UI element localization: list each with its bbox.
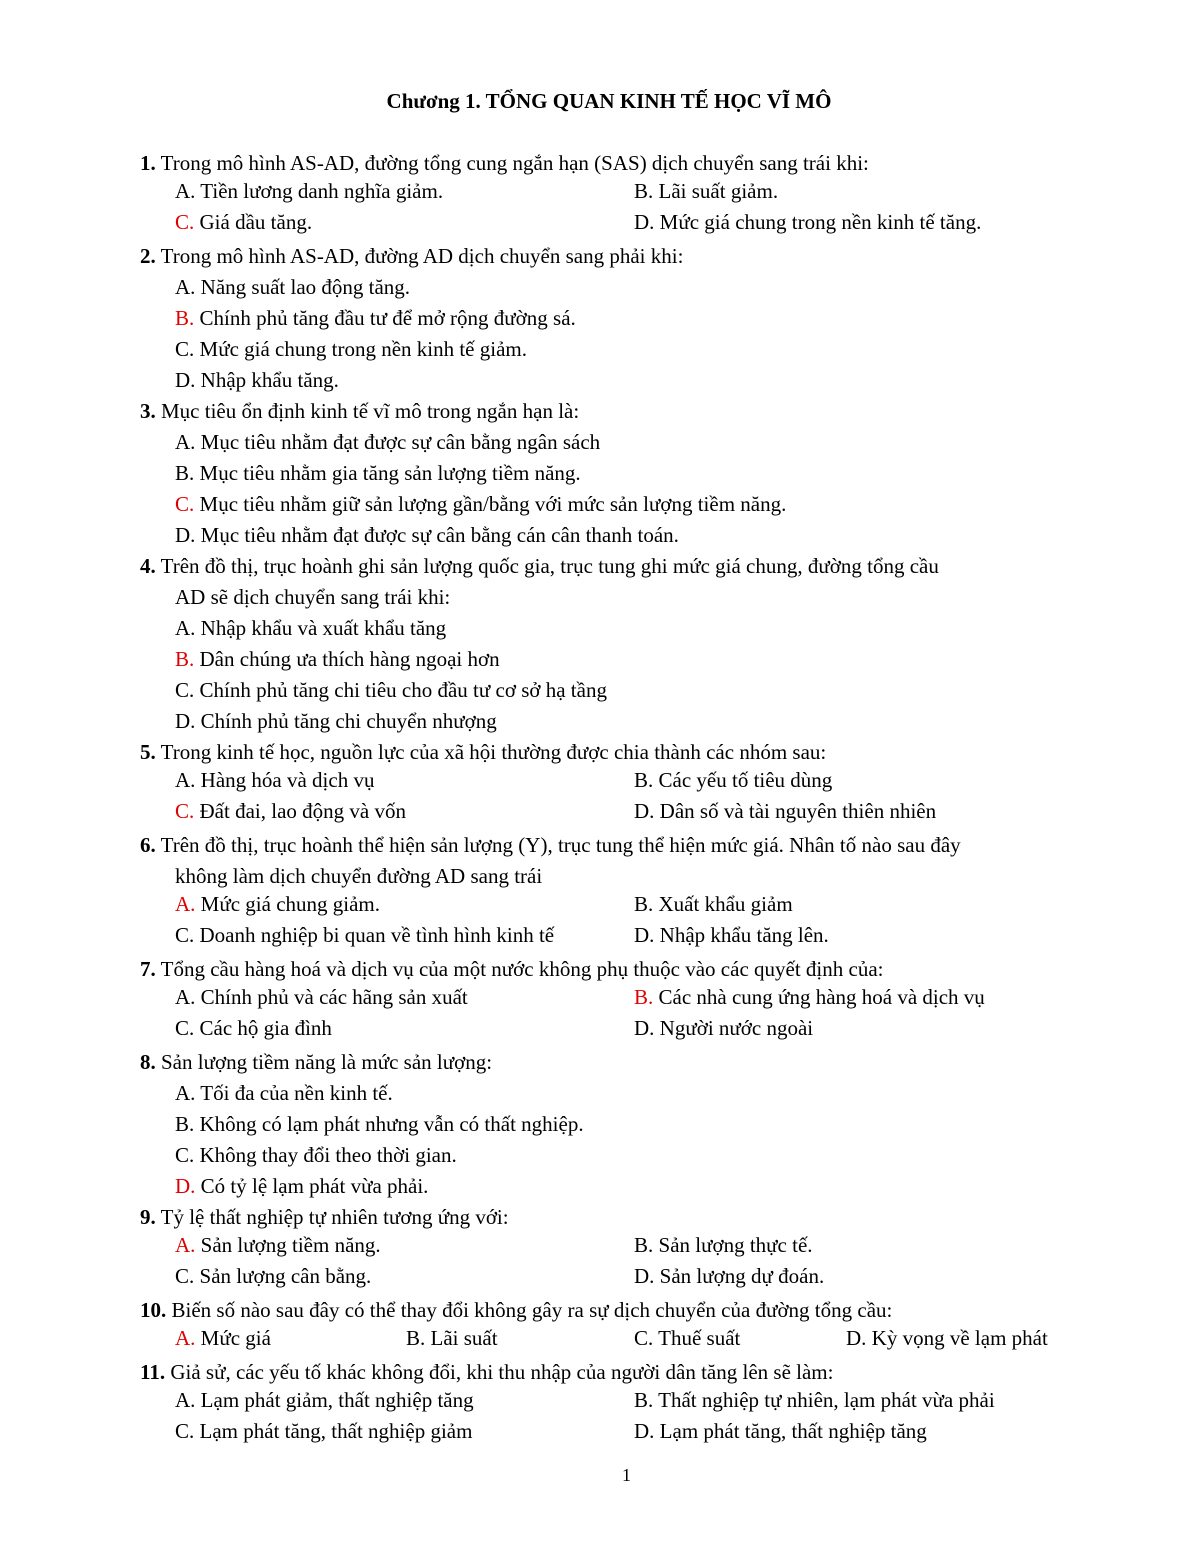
- answer-option: [634, 799, 936, 824]
- answer-text: Tiền lương danh nghĩa giảm.: [200, 179, 444, 203]
- question-stem: [140, 396, 1100, 427]
- answer-option: [634, 1388, 995, 1413]
- answer-row: [140, 613, 1100, 644]
- answer-row: [140, 644, 1100, 675]
- answer-text: Lãi suất: [430, 1326, 498, 1350]
- answer-letter: C.: [175, 1419, 195, 1443]
- answer-row: [140, 272, 1100, 303]
- answer-option: [175, 799, 406, 824]
- answer-letter: D.: [634, 1264, 655, 1288]
- question-stem: [140, 551, 1100, 582]
- question-number: 6.: [140, 833, 156, 857]
- answer-option: [175, 1326, 271, 1351]
- answer-option: [175, 458, 581, 489]
- question-text-continued: không làm dịch chuyển đường AD sang trái: [175, 864, 543, 888]
- answer-row: [140, 892, 1100, 923]
- answer-row: [140, 1140, 1100, 1171]
- answer-option: [175, 1140, 457, 1171]
- question-text: Mục tiêu ổn định kinh tế vĩ mô trong ngắn hạn là:: [161, 399, 580, 423]
- question-number: 9.: [140, 1205, 156, 1229]
- answer-option: [634, 923, 829, 948]
- answer-row: [140, 675, 1100, 706]
- question-text: Giả sử, các yếu tố khác không đổi, khi thu nhập của người dân tăng lên sẽ làm:: [170, 1360, 834, 1384]
- question-number: 3.: [140, 399, 156, 423]
- answer-text: Nhập khẩu tăng lên.: [659, 923, 829, 947]
- answer-option: [175, 520, 679, 551]
- answer-option: [175, 768, 374, 793]
- correct-answer-letter: C.: [175, 492, 195, 516]
- answer-text: Giá dầu tăng.: [199, 210, 313, 234]
- answer-text: Mức giá chung trong nền kinh tế giảm.: [199, 337, 527, 361]
- answer-text: Mức giá chung trong nền kinh tế tăng.: [659, 210, 982, 234]
- answer-row: [140, 334, 1100, 365]
- answer-letter: D.: [846, 1326, 867, 1350]
- answer-text: Tối đa của nền kinh tế.: [200, 1081, 393, 1105]
- answer-option: [634, 985, 985, 1010]
- correct-answer-letter: A.: [175, 1326, 196, 1350]
- answer-text: Kỳ vọng về lạm phát: [871, 1326, 1048, 1350]
- answer-option: [175, 1388, 474, 1413]
- question-number: 2.: [140, 244, 156, 268]
- answer-text: Lạm phát giảm, thất nghiệp tăng: [200, 1388, 474, 1412]
- question-number: 11.: [140, 1360, 166, 1384]
- answer-option: [175, 1016, 332, 1041]
- answer-row: [140, 1016, 1100, 1047]
- page-number: 1: [622, 1465, 631, 1485]
- answer-text: Các nhà cung ứng hàng hoá và dịch vụ: [658, 985, 985, 1009]
- answer-letter: C.: [175, 678, 195, 702]
- answer-row: [140, 1078, 1100, 1109]
- answer-letter: A.: [175, 275, 196, 299]
- answer-option: [175, 303, 576, 334]
- answer-letter: C.: [175, 1143, 195, 1167]
- answer-option: [175, 1233, 381, 1258]
- question-stem: [140, 1295, 1100, 1326]
- answer-row: [140, 1264, 1100, 1295]
- correct-answer-letter: A.: [175, 892, 196, 916]
- answer-letter: C.: [175, 1016, 195, 1040]
- answer-option: [846, 1326, 1048, 1351]
- answer-letter: A.: [175, 616, 196, 640]
- question-number: 4.: [140, 554, 156, 578]
- question-stem: [140, 1357, 1100, 1388]
- answer-letter: D.: [634, 923, 655, 947]
- answer-text: Mục tiêu nhằm đạt được sự cân bằng cán cân thanh toán.: [200, 523, 679, 547]
- answer-letter: A.: [175, 985, 196, 1009]
- answer-option: [634, 179, 778, 204]
- answer-option: [175, 427, 600, 458]
- answer-text: Dân số và tài nguyên thiên nhiên: [659, 799, 937, 823]
- answer-letter: C.: [175, 923, 195, 947]
- answer-option: [175, 365, 339, 396]
- answer-option: [634, 1326, 740, 1351]
- answer-letter: B.: [175, 461, 195, 485]
- answer-row: [140, 427, 1100, 458]
- answer-row: [140, 520, 1100, 551]
- answer-text: Mục tiêu nhằm gia tăng sản lượng tiềm năng.: [199, 461, 581, 485]
- answer-option: [175, 1109, 584, 1140]
- answer-letter: B.: [634, 1388, 654, 1412]
- answer-option: [175, 613, 446, 644]
- answer-text: Sản lượng thực tế.: [658, 1233, 813, 1257]
- answer-text: Hàng hóa và dịch vụ: [200, 768, 375, 792]
- correct-answer-letter: C.: [175, 799, 195, 823]
- question-text: Trên đồ thị, trục hoành thể hiện sản lượng (Y), trục tung thể hiện mức giá. Nhân tố nào sau đây: [160, 833, 961, 857]
- answer-option: [634, 768, 832, 793]
- answer-option: [175, 1171, 428, 1202]
- answer-text: Mức giá chung giảm.: [200, 892, 381, 916]
- answer-row: [140, 489, 1100, 520]
- correct-answer-letter: C.: [175, 210, 195, 234]
- answer-row: [140, 210, 1100, 241]
- answer-letter: D.: [634, 1419, 655, 1443]
- question-text: Tổng cầu hàng hoá và dịch vụ của một nước không phụ thuộc vào các quyết định của:: [160, 957, 884, 981]
- answer-option: [634, 1264, 824, 1289]
- question-stem: [140, 737, 1100, 768]
- answer-row: [140, 923, 1100, 954]
- answer-option: [175, 675, 607, 706]
- answer-text: Chính phủ tăng đầu tư để mở rộng đường sá.: [199, 306, 576, 330]
- answer-text: Các hộ gia đình: [199, 1016, 332, 1040]
- answer-row: [140, 1419, 1100, 1450]
- answer-row: [140, 1109, 1100, 1140]
- answer-text: Lạm phát tăng, thất nghiệp tăng: [659, 1419, 927, 1443]
- answer-letter: B.: [634, 768, 654, 792]
- answer-letter: B.: [634, 179, 654, 203]
- answer-option: [175, 179, 443, 204]
- question-list: [140, 148, 1100, 1450]
- answer-letter: D.: [175, 368, 196, 392]
- answer-text: Mục tiêu nhằm đạt được sự cân bằng ngân sách: [200, 430, 601, 454]
- question-number: 5.: [140, 740, 156, 764]
- answer-option: [634, 1419, 927, 1444]
- answer-row: [140, 1326, 1100, 1357]
- answer-option: [634, 1233, 813, 1258]
- question-stem: [140, 954, 1100, 985]
- question-text-continued: AD sẽ dịch chuyển sang trái khi:: [175, 585, 451, 609]
- question-stem: [140, 830, 1100, 861]
- answer-text: Thất nghiệp tự nhiên, lạm phát vừa phải: [658, 1388, 995, 1412]
- answer-text: Chính phủ tăng chi chuyển nhượng: [200, 709, 497, 733]
- answer-text: Sản lượng dự đoán.: [659, 1264, 825, 1288]
- correct-answer-letter: B.: [175, 306, 195, 330]
- correct-answer-letter: D.: [175, 1174, 196, 1198]
- answer-option: [175, 892, 380, 917]
- answer-letter: C.: [175, 337, 195, 361]
- answer-text: Nhập khẩu tăng.: [200, 368, 339, 392]
- answer-letter: B.: [406, 1326, 426, 1350]
- question-number: 8.: [140, 1050, 156, 1074]
- answer-letter: D.: [634, 799, 655, 823]
- correct-answer-letter: A.: [175, 1233, 196, 1257]
- correct-answer-letter: B.: [634, 985, 654, 1009]
- answer-text: Không thay đổi theo thời gian.: [199, 1143, 457, 1167]
- answer-row: [140, 303, 1100, 334]
- answer-text: Thuế suất: [658, 1326, 741, 1350]
- answer-row: [140, 706, 1100, 737]
- answer-text: Dân chúng ưa thích hàng ngoại hơn: [199, 647, 500, 671]
- question-number: 1.: [140, 151, 156, 175]
- answer-option: [634, 210, 981, 235]
- correct-answer-letter: B.: [175, 647, 195, 671]
- answer-text: Sản lượng tiềm năng.: [200, 1233, 381, 1257]
- answer-text: Năng suất lao động tăng.: [200, 275, 411, 299]
- answer-row: [140, 365, 1100, 396]
- answer-letter: B.: [634, 1233, 654, 1257]
- answer-text: Doanh nghiệp bi quan về tình hình kinh tế: [199, 923, 555, 947]
- question-number: 10.: [140, 1298, 167, 1322]
- answer-option: [175, 334, 527, 365]
- answer-text: Mức giá: [200, 1326, 271, 1350]
- question-stem: [140, 1202, 1100, 1233]
- answer-row: [140, 458, 1100, 489]
- answer-option: [634, 892, 793, 917]
- answer-text: Lãi suất giảm.: [658, 179, 779, 203]
- answer-letter: D.: [634, 210, 655, 234]
- answer-option: [175, 272, 410, 303]
- answer-text: Không có lạm phát nhưng vẫn có thất nghiệp.: [199, 1112, 584, 1136]
- answer-letter: B.: [634, 892, 654, 916]
- answer-option: [175, 1419, 472, 1444]
- answer-row: [140, 179, 1100, 210]
- answer-text: Chính phủ tăng chi tiêu cho đầu tư cơ sở hạ tầng: [199, 678, 607, 702]
- answer-option: [406, 1326, 498, 1351]
- answer-text: Lạm phát tăng, thất nghiệp giảm: [199, 1419, 473, 1443]
- answer-letter: D.: [175, 709, 196, 733]
- question-text: Trong mô hình AS-AD, đường AD dịch chuyển sang phải khi:: [160, 244, 684, 268]
- question-text: Sản lượng tiềm năng là mức sản lượng:: [161, 1050, 493, 1074]
- answer-letter: D.: [175, 523, 196, 547]
- answer-option: [175, 923, 554, 948]
- answer-row: [140, 1388, 1100, 1419]
- answer-letter: D.: [634, 1016, 655, 1040]
- answer-option: [175, 985, 468, 1010]
- answer-letter: A.: [175, 768, 196, 792]
- question-text: Trong kinh tế học, nguồn lực của xã hội thường được chia thành các nhóm sau:: [160, 740, 827, 764]
- answer-text: Chính phủ và các hãng sản xuất: [200, 985, 468, 1009]
- answer-option: [634, 1016, 813, 1041]
- answer-text: Nhập khẩu và xuất khẩu tăng: [200, 616, 447, 640]
- question-stem: [140, 1047, 1100, 1078]
- answer-letter: C.: [634, 1326, 654, 1350]
- answer-row: [140, 768, 1100, 799]
- answer-text: Mục tiêu nhằm giữ sản lượng gần/bằng với mức sản lượng tiềm năng.: [199, 492, 787, 516]
- answer-option: [175, 644, 500, 675]
- answer-letter: A.: [175, 179, 196, 203]
- answer-row: [140, 1171, 1100, 1202]
- question-number: 7.: [140, 957, 156, 981]
- answer-text: Các yếu tố tiêu dùng: [658, 768, 833, 792]
- answer-option: [175, 706, 497, 737]
- answer-option: [175, 489, 786, 520]
- question-stem: [140, 241, 1100, 272]
- question-text: Trên đồ thị, trục hoành ghi sản lượng quốc gia, trục tung ghi mức giá chung, đường tổng cầu: [160, 554, 939, 578]
- answer-letter: A.: [175, 1388, 196, 1412]
- answer-text: Đất đai, lao động và vốn: [199, 799, 406, 823]
- answer-row: [140, 985, 1100, 1016]
- answer-letter: A.: [175, 1081, 196, 1105]
- answer-text: Sản lượng cân bằng.: [199, 1264, 372, 1288]
- answer-letter: C.: [175, 1264, 195, 1288]
- chapter-title: Chương 1. TỔNG QUAN KINH TẾ HỌC VĨ MÔ: [386, 89, 832, 113]
- answer-option: [175, 1078, 393, 1109]
- question-text: Trong mô hình AS-AD, đường tổng cung ngắn hạn (SAS) dịch chuyển sang trái khi:: [160, 151, 869, 175]
- answer-letter: B.: [175, 1112, 195, 1136]
- answer-letter: A.: [175, 430, 196, 454]
- question-text: Tỷ lệ thất nghiệp tự nhiên tương ứng với:: [160, 1205, 509, 1229]
- answer-option: [175, 1264, 371, 1289]
- question-text: Biến số nào sau đây có thể thay đổi không gây ra sự dịch chuyển của đường tổng cầu:: [171, 1298, 893, 1322]
- answer-text: Xuất khẩu giảm: [658, 892, 793, 916]
- answer-option: [175, 210, 312, 235]
- answer-text: Có tỷ lệ lạm phát vừa phải.: [200, 1174, 429, 1198]
- answer-row: [140, 1233, 1100, 1264]
- answer-text: Người nước ngoài: [659, 1016, 814, 1040]
- question-stem: [140, 148, 1100, 179]
- answer-row: [140, 799, 1100, 830]
